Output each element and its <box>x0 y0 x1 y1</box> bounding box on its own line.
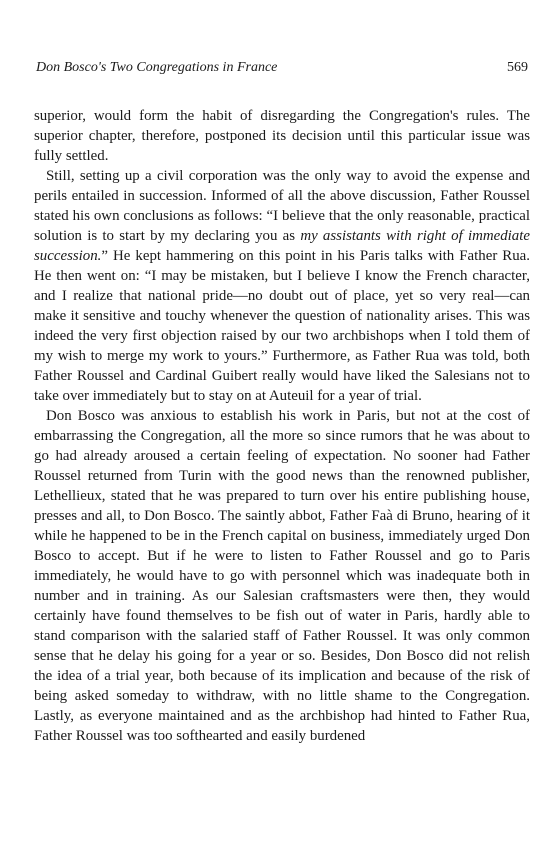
paragraph-2 <box>34 166 530 406</box>
running-title: Don Bosco's Two Congregations in France <box>36 60 278 75</box>
page-number: 569 <box>507 60 528 75</box>
paragraph-2-part-2: ” He kept hammering on this point in his Paris talks with Father Rua. He then went on: “I may be mistaken, but I believe I know the French character, and I realize that national pride—no doubt out of place, yet so very real—can make it sensitive and touchy whenever the question of nationality arises. This was indeed the very first objection raised by our two archbishops when I told them of my wish to merge my work to yours.” Furthermore, as Father Rua was told, both Father Roussel and Cardinal Guibert really would have liked the Salesians not to take over immediately but to stay on at Auteuil for a year of trial. <box>34 248 530 404</box>
paragraph-2-emphasis: my assistants with right of immediate succession. <box>34 228 530 264</box>
book-page <box>34 60 530 746</box>
paragraph-2-part-1: Still, setting up a civil corporation was the only way to avoid the expense and perils entailed in succession. Informed of all the above discussion, Father Roussel stated his own conclusions as follows: “I believe that the only reasonable, practical solution is to start by my declaring you as <box>34 168 530 244</box>
body-text <box>34 106 530 746</box>
paragraph-1: superior, would form the habit of disregarding the Congregation's rules. The superior chapter, therefore, postponed its decision until this particular issue was fully settled. <box>34 108 530 164</box>
paragraph-3: Don Bosco was anxious to establish his work in Paris, but not at the cost of embarrassing the Congregation, all the more so since rumors that he was about to go had already aroused a certain feeling of expectation. No sooner had Father Roussel returned from Turin with the good news than the renowned publisher, Lethellieux, stated that he was prepared to turn over his entire publishing house, presses and all, to Don Bosco. The saintly abbot, Father Faà di Bruno, hearing of it while he happened to be in the French capital on business, immediately urged Don Bosco to accept. But if he were to listen to Father Roussel and go to Paris immediately, he would have to go with personnel which was inadequate both in number and in training. As our Salesian craftsmasters were then, they would certainly have found themselves to be fish out of water in Paris, hardly able to stand comparison with the salaried staff of Father Roussel. It was only common sense that he delay his going for a year or so. Besides, Don Bosco did not relish the idea of a trial year, both because of its implication and because of the risk of being asked someday to withdraw, with no little shame to the Congregation. Lastly, as everyone maintained and as the archbishop had hinted to Father Rua, Father Roussel was too softhearted and easily burdened <box>34 408 530 744</box>
running-header <box>34 60 530 80</box>
